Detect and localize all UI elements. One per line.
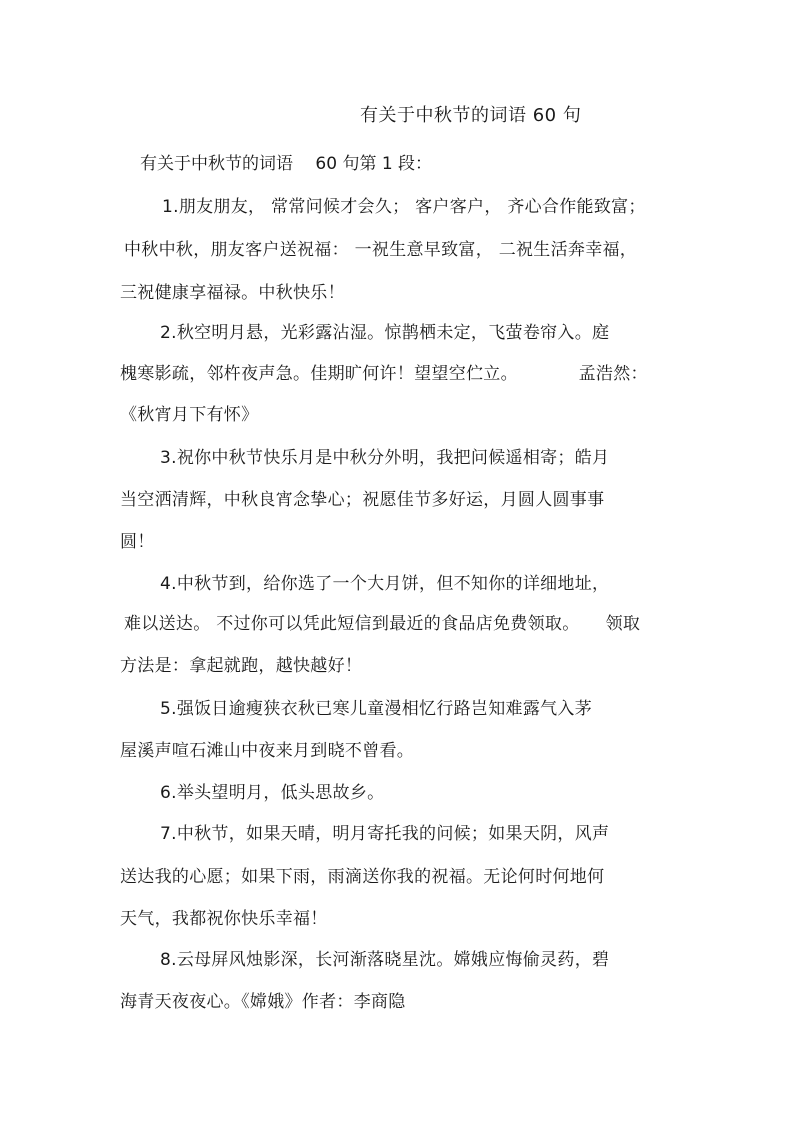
paragraph-line: 8.云母屏风烛影深，长河渐落晓星沈。嫦娥应悔偷灵药，碧 xyxy=(160,950,610,970)
paragraph-line: 5.强饭日逾瘦狭衣秋已寒儿童漫相忆行路岂知难露气入茅 xyxy=(160,699,593,719)
paragraph-line: 方法是：拿起就跑，越快越好！ xyxy=(120,656,363,676)
page-title: 有关于中秋节的词语 60 句 xyxy=(360,105,582,126)
paragraph-line: 送达我的心愿；如果下雨，雨滴送你我的祝福。无论何时何地何 xyxy=(120,867,605,887)
paragraph-line: 2.秋空明月悬，光彩露沾湿。惊鹊栖未定，飞萤卷帘入。庭 xyxy=(160,323,610,343)
paragraph-line: 中秋中秋，朋友客户送祝福： 一祝生意早致富， 二祝生活奔幸福， xyxy=(124,240,638,260)
paragraph-line: 屋溪声喧石滩山中夜来月到晓不曾看。 xyxy=(120,741,415,761)
section-heading: 有关于中秋节的词语 60 句第 1 段： xyxy=(140,154,433,174)
paragraph-line: 难以送达。 不过你可以凭此短信到最近的食品店免费领取。 领取 xyxy=(124,614,641,634)
paragraph-line: 7.中秋节，如果天晴，明月寄托我的问候；如果天阴，风声 xyxy=(160,824,610,844)
paragraph-line: 槐寒影疏，邻杵夜声急。佳期旷何许！望望空伫立。 孟浩然： xyxy=(120,364,648,384)
paragraph-line: 天气，我都祝你快乐幸福！ xyxy=(120,909,328,929)
paragraph-line: 三祝健康享福禄。中秋快乐！ xyxy=(120,283,345,303)
paragraph-line: 4.中秋节到，给你选了一个大月饼，但不知你的详细地址， xyxy=(160,574,610,594)
paragraph-line: 当空洒清辉，中秋良宵念挚心；祝愿佳节多好运，月圆人圆事事 xyxy=(120,490,605,510)
paragraph-line: 1.朋友朋友， 常常问候才会久； 客户客户， 齐心合作能致富； xyxy=(162,197,646,217)
paragraph-line: 海青天夜夜心。《嫦娥》作者：李商隐 xyxy=(120,992,406,1012)
paragraph-line: 《秋宵月下有怀》 xyxy=(120,405,259,425)
paragraph-line: 6.举头望明月，低头思故乡。 xyxy=(160,783,385,803)
paragraph-line: 3.祝你中秋节快乐月是中秋分外明，我把问候遥相寄；皓月 xyxy=(160,448,610,468)
paragraph-line: 圆！ xyxy=(120,532,155,552)
